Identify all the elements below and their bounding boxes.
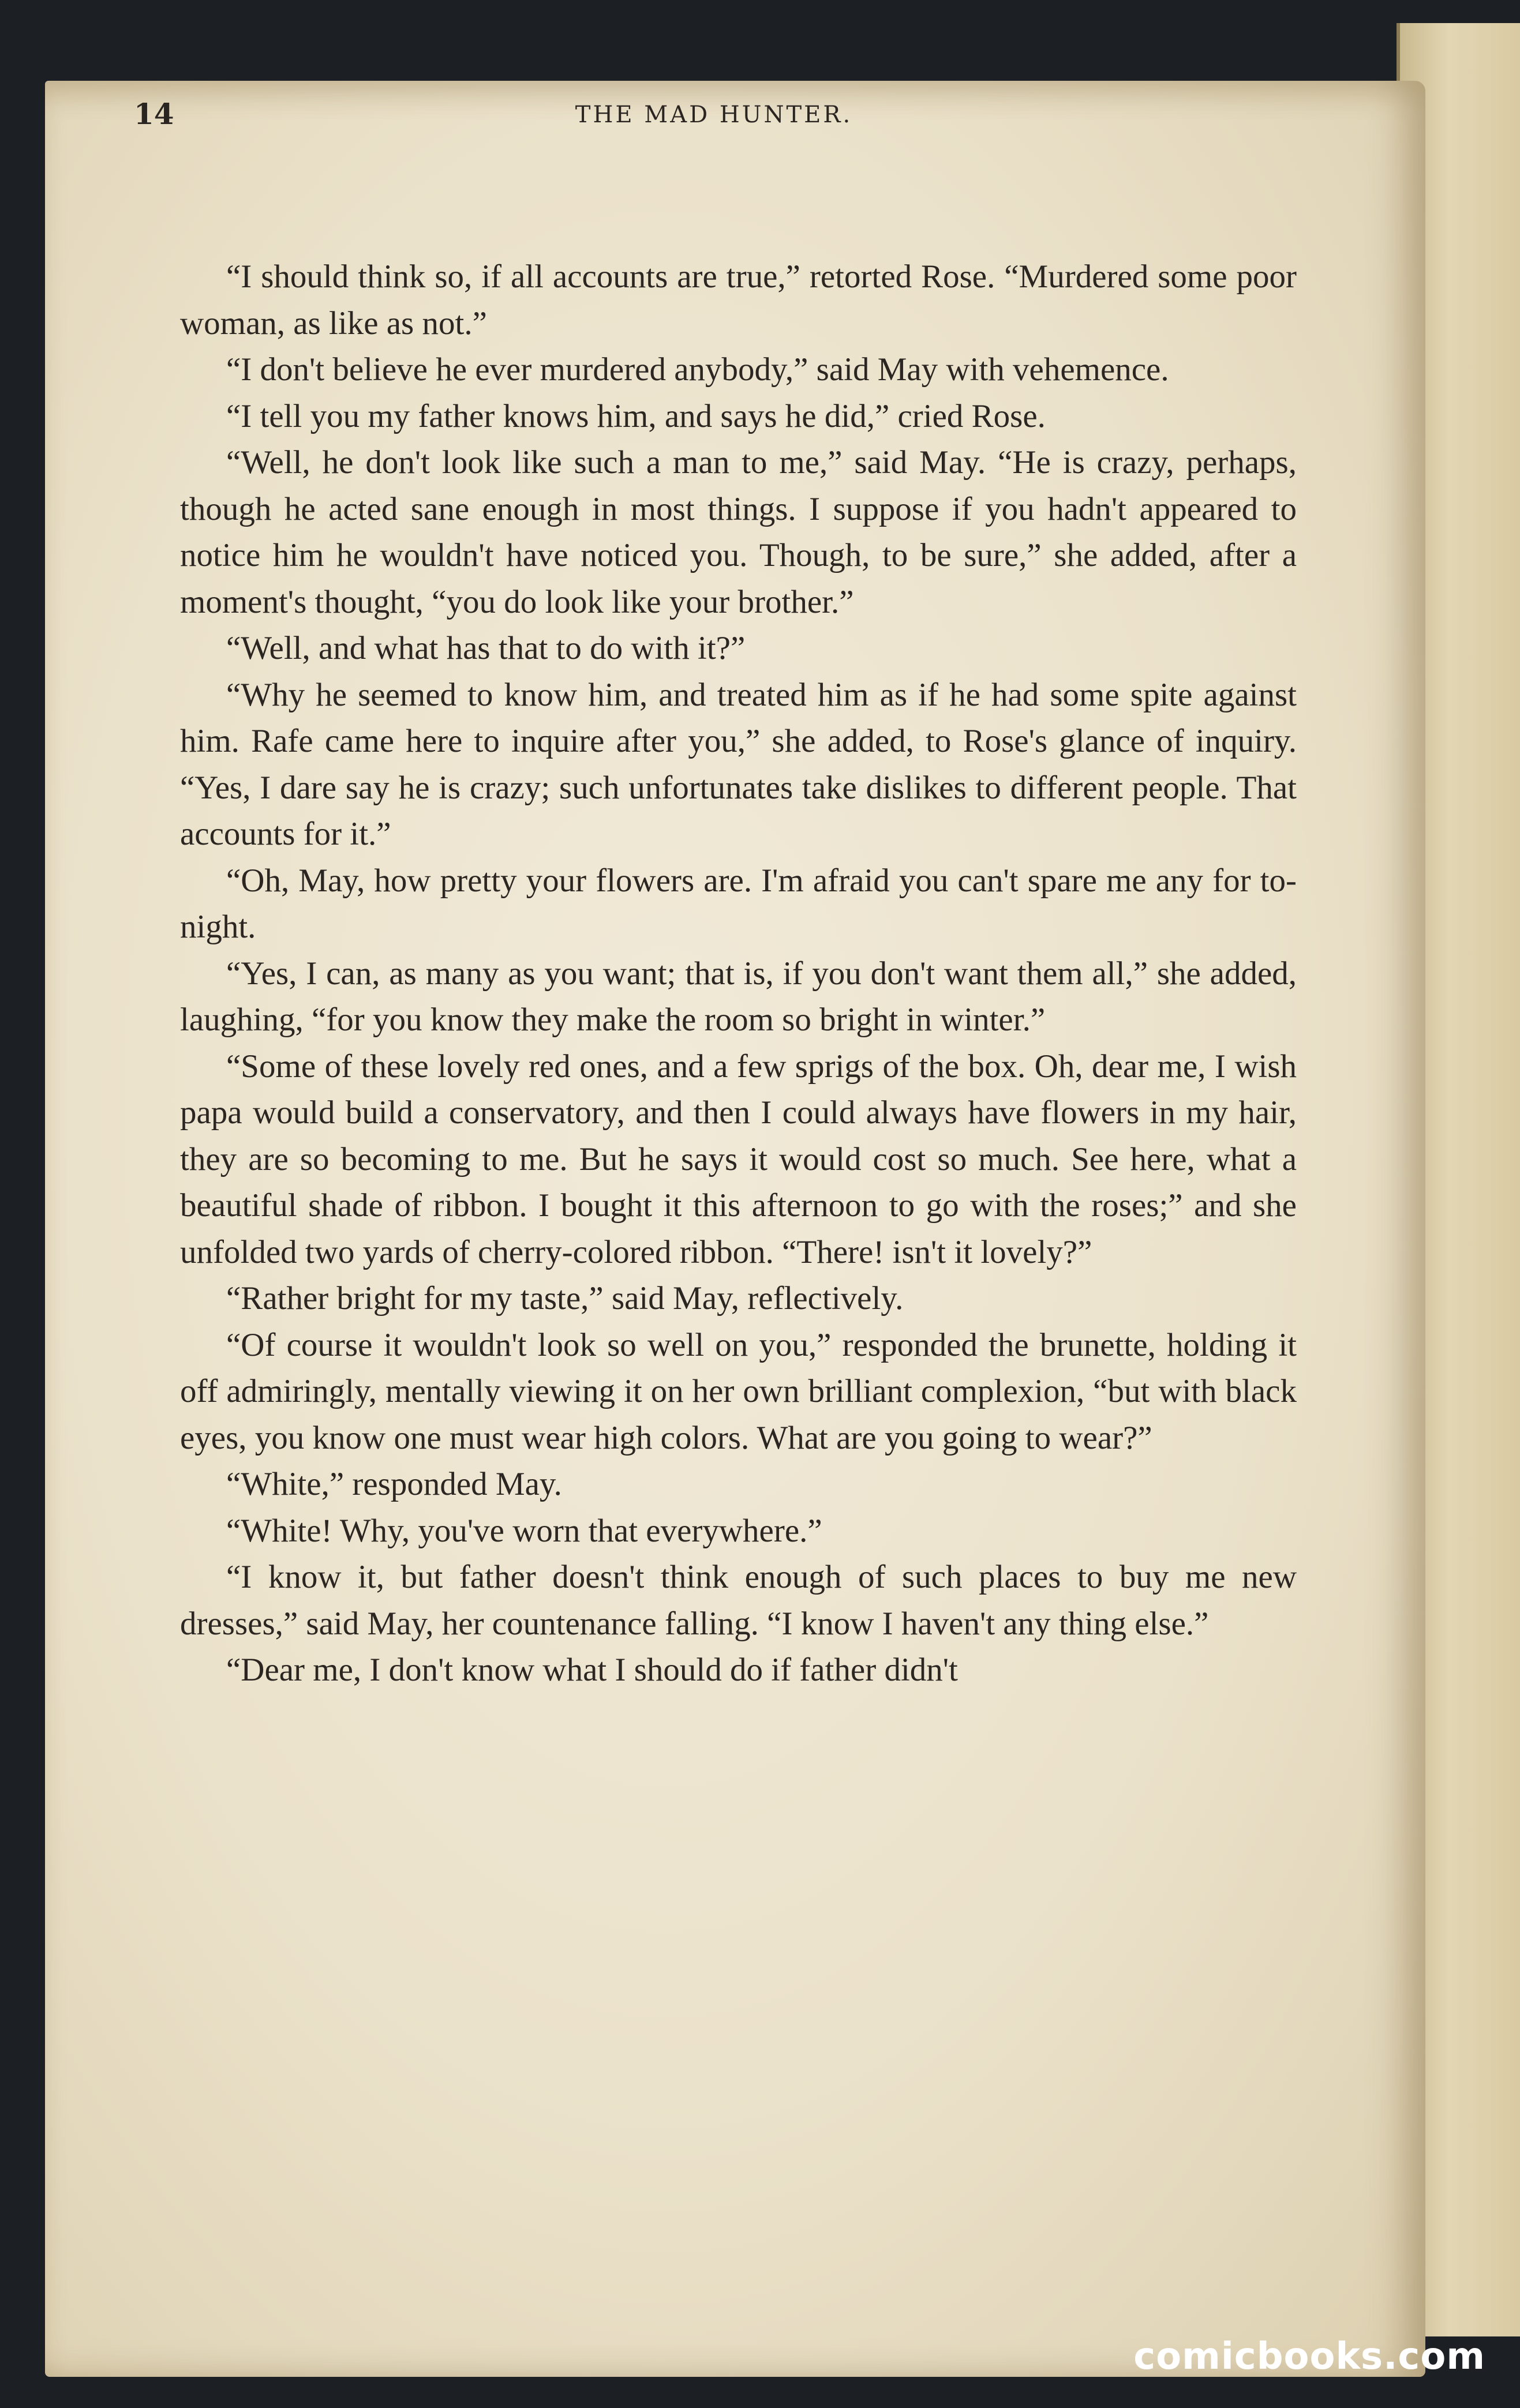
paragraph: “Some of these lovely red ones, and a few sprigs of the box. Oh, dear me, I wish papa would build a conservatory, and then I could always have flowers in my hair, they are so becoming to me. But he says it would cost so much. See here, what a beautiful shade of ribbon. I bought it this afternoon to go with the roses;” and she unfolded two yards of cherry-colored ribbon. “There! isn't it lovely?” [180,1048,1297,1270]
paragraph: “I don't believe he ever murdered anybody,” said May with vehemence. [226,351,1169,388]
paragraph: “I know it, but father doesn't think enough of such places to buy me new dresses,” said May, her countenance falling. “I know I haven't any thing else.” [180,1559,1297,1642]
body-text [180,254,1297,1694]
paragraph: “Oh, May, how pretty your flowers are. I'm afraid you can't spare me any for to-night. [180,862,1297,945]
paragraph: “Dear me, I don't know what I should do if father didn't [226,1652,958,1688]
paragraph: “I should think so, if all accounts are true,” retorted Rose. “Murdered some poor woman, as like as not.” [180,258,1297,342]
paragraph: “Well, he don't look like such a man to me,” said May. “He is crazy, perhaps, though he acted sane enough in most things. I suppose if you hadn't appeared to notice him he wouldn't have noticed you. Though, to be sure,” she added, after a moment's thought, “you do look like your brother.” [180,444,1297,620]
paragraph: “White,” responded May. [226,1466,562,1502]
running-title: THE MAD HUNTER. [575,102,853,128]
site-watermark: comicbooks.com [1133,2335,1485,2378]
paragraph: “Why he seemed to know him, and treated him as if he had some spite against him. Rafe came here to inquire after you,” she added, to Rose's glance of inquiry. “Yes, I dare say he is crazy; such unfortunates take dislikes to different people. That accounts for it.” [180,676,1297,852]
paragraph: “Yes, I can, as many as you want; that is, if you don't want them all,” she added, laughing, “for you know they make the room so bright in winter.” [180,955,1297,1038]
paragraph: “Rather bright for my taste,” said May, reflectively. [226,1280,904,1316]
paragraph: “Well, and what has that to do with it?” [226,630,746,666]
paragraph: “I tell you my father knows him, and says he did,” cried Rose. [226,397,1046,434]
paragraph: “White! Why, you've worn that everywhere.” [226,1512,822,1549]
page-number: 14 [134,97,174,131]
paragraph: “Of course it wouldn't look so well on you,” responded the brunette, holding it off admiringly, mentally viewing it on her own brilliant complexion, “but with black eyes, you know one must wear high colors. What are you going to wear?” [180,1326,1297,1456]
page-header [134,97,1294,149]
